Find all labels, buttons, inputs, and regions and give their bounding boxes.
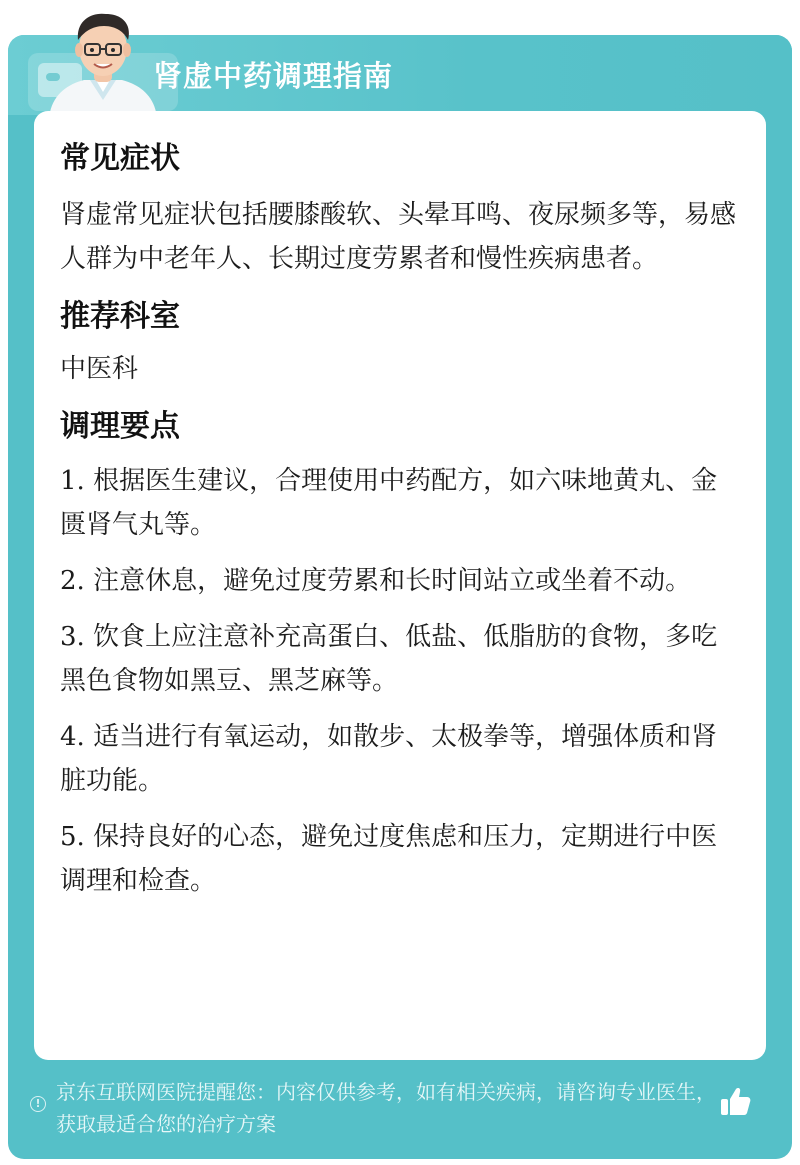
content-body <box>60 133 740 915</box>
tips-list <box>60 459 740 903</box>
list-item <box>60 615 740 703</box>
list-item-number: 1. <box>60 466 85 496</box>
list-item-text: 饮食上应注意补充高蛋白、低盐、低脂肪的食物，多吃黑色食物如黑豆、黑芝麻等。 <box>60 622 718 696</box>
list-item <box>60 815 740 903</box>
symptoms-heading: 常见症状 <box>60 141 180 176</box>
list-item <box>60 715 740 803</box>
tips-heading: 调理要点 <box>60 409 180 444</box>
list-item-text: 注意休息，避免过度劳累和长时间站立或坐着不动。 <box>93 566 692 596</box>
list-item-number: 4. <box>60 722 85 752</box>
list-item-text: 适当进行有氧运动，如散步、太极拳等，增强体质和肾脏功能。 <box>60 722 718 796</box>
page-title: 肾虚中药调理指南 <box>153 59 394 93</box>
info-icon: ! <box>30 1096 46 1112</box>
thumbs-up-icon[interactable] <box>718 1085 752 1119</box>
department-text: 中医科 <box>60 354 139 384</box>
list-item-number: 2. <box>60 566 85 596</box>
doctor-avatar <box>44 10 162 112</box>
list-item <box>60 559 740 603</box>
list-item-number: 5. <box>60 822 85 852</box>
list-item <box>60 459 740 547</box>
symptoms-text: 肾虚常见症状包括腰膝酸软、头晕耳鸣、夜尿频多等，易感人群为中老年人、长期过度劳累者和慢性疾病患者。 <box>60 200 737 274</box>
list-item-text: 保持良好的心态，避免过度焦虑和压力，定期进行中医调理和检查。 <box>60 822 718 896</box>
department-heading: 推荐科室 <box>60 299 180 334</box>
list-item-number: 3. <box>60 622 85 652</box>
disclaimer-text: 京东互联网医院提醒您：内容仅供参考，如有相关疾病，请咨询专业医生，获取最适合您的治疗方案 <box>56 1080 716 1136</box>
content-card <box>34 111 766 1060</box>
disclaimer-footer <box>0 1060 784 1136</box>
list-item-text: 根据医生建议，合理使用中药配方，如六味地黄丸、金匮肾气丸等。 <box>60 466 718 540</box>
